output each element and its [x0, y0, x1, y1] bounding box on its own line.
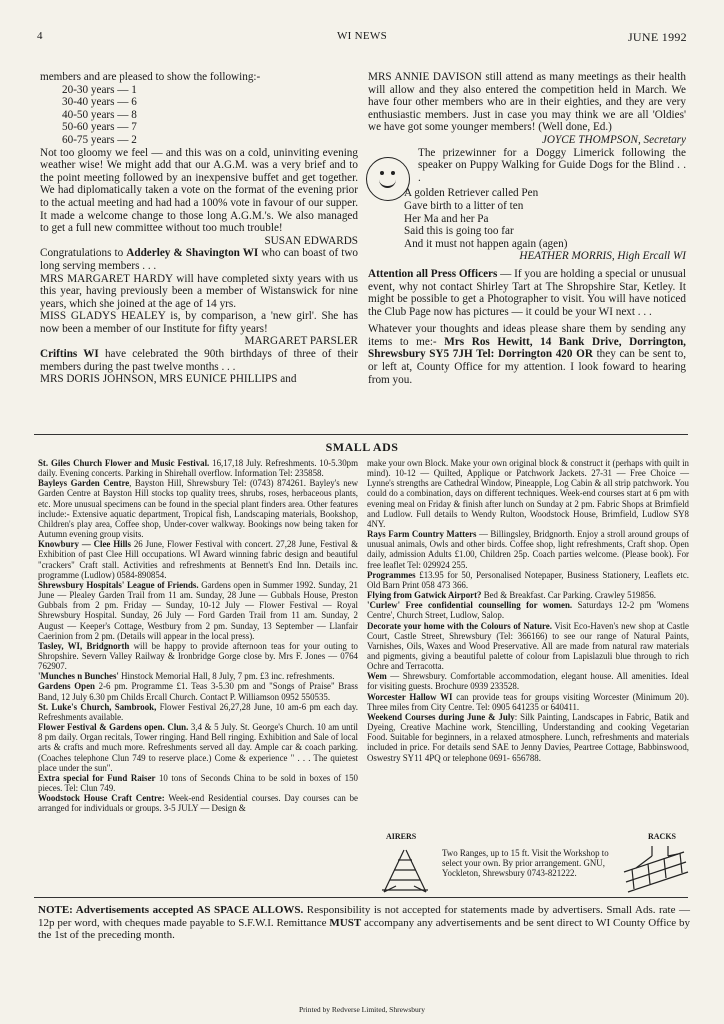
ad-heading: Gardens Open	[38, 681, 95, 692]
small-ads-title: SMALL ADS	[325, 440, 399, 454]
ad-heading: Rays Farm Country Matters	[367, 529, 477, 540]
small-ads-right-column	[367, 458, 689, 763]
ad-text: Flower Festival 26,27,28 June, 10 am-6 pm each day. Refreshments available.	[38, 701, 358, 722]
clothes-rack-icon	[618, 842, 690, 898]
years-item: 20-30 years — 1	[62, 83, 137, 96]
ad-text: , Bayston Hill, Shrewsbury Tel: (0743) 874261. Bayley's new Garden Centre at Bayston Hill stocks top quality trees, shrubs, roses, herbaceous plants, etc. More unusual specimens can be found in the special plant finders area. Other features include:- Extensive aquatic department, Tropical fish, Landscaping materials, Bookshop, Children's play area, Coffee shop, Under-cover walkway. Bookings now being taken for Autumn evening group visits.	[38, 478, 358, 540]
ad-heading: Weekend Courses during June & July	[367, 711, 515, 722]
page-number: 4	[37, 30, 43, 42]
ad-item	[367, 600, 689, 620]
criftins-paragraph	[40, 348, 358, 373]
ad-item	[38, 580, 358, 641]
press-paragraph	[368, 268, 686, 318]
limerick-line: Said this is going too far	[404, 225, 514, 238]
ad-heading: Woodstock House Craft Centre:	[38, 793, 165, 804]
limerick-line: Her Ma and her Pa	[404, 212, 489, 225]
ad-item	[367, 692, 689, 712]
left-column	[40, 71, 358, 386]
ad-text: Bed & Breakfast. Car Parking. Crawley 519856.	[481, 590, 656, 601]
ad-heading: Extra special for Fund Raiser	[38, 772, 156, 783]
ad-item	[367, 671, 689, 691]
text-span: Whatever your thoughts and ideas please share them by sending any items to me:-	[368, 323, 686, 348]
limerick-intro: The prizewinner for a Doggy Limerick following the speaker on Puppy Walking for Guide Dogs for the Blind . . .	[418, 146, 686, 184]
ad-item	[38, 458, 358, 478]
congrats-paragraph	[40, 247, 358, 272]
ad-item	[38, 641, 358, 671]
eye-icon	[380, 171, 384, 175]
signature: HEATHER MORRIS, High Ercall WI	[519, 250, 686, 263]
ad-text: — Shrewsbury. Comfortable accommodation, elegant house. All amenities. Ideal for visiting guests. Brochure 0939 233528.	[367, 671, 689, 692]
ad-item	[367, 621, 689, 672]
right-column	[368, 71, 686, 386]
ad-heading: Programmes	[367, 569, 416, 580]
eye-icon	[391, 171, 395, 175]
advertisement-note	[38, 904, 690, 942]
ad-heading: Wem	[367, 671, 387, 682]
ad-text: 16,17,18 July. Refreshments. 10-5.30pm daily. Evening concerts. Parking in Shirehall overflow. Information Tel: 235858.	[38, 458, 358, 479]
healey-paragraph: MISS GLADYS HEALEY is, by comparison, a 'new girl'. She has now been a member of our Institute for fifty years!	[40, 310, 358, 335]
ad-text: 10 tons of Seconds China to be sold in boxes of 150 pieces. Tel: Clun 749.	[38, 772, 358, 793]
ad-item	[367, 529, 689, 570]
ad-heading: St. Luke's Church, Sambrook,	[38, 701, 157, 712]
years-list	[62, 84, 358, 147]
signature: SUSAN EDWARDS	[264, 234, 358, 247]
limerick-line: And it must not happen again (agen)	[404, 237, 568, 250]
airers-text: Two Ranges, up to 15 ft. Visit the Workshop to select your own. By prior arrangement. GNU, Yockleton, Shrewsbury 0743-821222.	[442, 848, 609, 879]
text-span: accompany any advertisements and be sent direct to WI County Office by the 1st of the preceding month.	[38, 916, 690, 942]
limerick-line: Gave birth to a litter of ten	[404, 199, 524, 212]
airers-label: AIRERS	[386, 832, 417, 841]
limerick-line: A golden Retriever called Pen	[404, 187, 539, 200]
names-paragraph: MRS DORIS JOHNSON, MRS EUNICE PHILLIPS and	[40, 373, 297, 386]
text-span: who can boast of two long serving members . . .	[40, 247, 358, 272]
years-item: 60-75 years — 2	[62, 133, 137, 146]
ad-item	[38, 681, 358, 701]
ad-item	[38, 722, 358, 773]
ad-heading: St. Giles Church Flower and Music Festival.	[38, 458, 210, 468]
ad-heading: Decorate your home with the Colours of Nature.	[367, 620, 552, 631]
mouth-icon	[379, 176, 396, 188]
text-span: they can be sent to, or left at, County Office for my attention. I look foward to hearing from you.	[368, 348, 686, 386]
davison-paragraph: MRS ANNIE DAVISON still attend as many meetings as their health will allow and they also entered the competition held in March. We have four other members who are in their eighties, and they are very enthusiastic members. Just in case you may think we are all 'Oldies' we have got some younger members! (Well done, Ed.)	[368, 71, 686, 134]
note-heading: NOTE: Advertisements accepted AS SPACE ALLOWS.	[38, 904, 304, 916]
ad-heading: Bayleys Garden Centre	[38, 478, 130, 489]
ad-item	[38, 793, 358, 813]
section-divider	[34, 434, 688, 435]
small-ads-left-column	[38, 458, 358, 813]
ad-item	[38, 539, 358, 580]
ad-item	[38, 671, 358, 681]
newsletter-title: WI NEWS	[336, 30, 388, 42]
ad-text: 2-6 pm. Programme £1. Teas 3-5.30 pm and "Songs of Praise" Brass Band, 12 July 6.30 pm Childs Ercall Church. Contact P. Williamson 0952 550535.	[38, 681, 358, 702]
hardy-paragraph: MRS MARGARET HARDY will have completed sixty years with us this year, having previously been a member of Wistanswick for nine years, which she joined at the age of 14 yrs.	[40, 272, 358, 310]
smiley-face-icon	[366, 157, 410, 201]
ad-heading: Flower Festival & Gardens open. Clun.	[38, 722, 189, 733]
ad-item	[367, 712, 689, 763]
ad-heading: 'Munches n Bunches'	[38, 671, 119, 682]
contact-address: Mrs Ros Hewitt, 14 Bank Drive, Dorrington, Shrewsbury SY5 7JH Tel: Dorrington 420 OR	[368, 335, 686, 361]
years-item: 30-40 years — 6	[62, 96, 137, 109]
ad-item	[38, 478, 358, 539]
ad-item	[367, 590, 689, 600]
text-span: Congratulations to	[40, 247, 127, 260]
ad-heading: Knowbury — Clee Hills	[38, 539, 131, 550]
ad-text: 26 June, Flower Festival with concert. 27,28 June, Festival & Exhibition of past Clee Hill occupations. WI Award winning fabric design and beautiful "crackers" Craft stall. Activities and refreshments at Bennett's End Inn. Details inc. programme (Ludlow) 0584-890854.	[38, 539, 358, 580]
racks-label: RACKS	[648, 832, 677, 841]
ad-text: Gardens open in Summer 1992. Sunday, 21 June — Plealey Garden Trail from 11 am. Sunday, 28 June — Gubbals House, Preston Gubbals from 2 pm. Friday — Sunday, 10-12 July — Flower Festival — Royal Shrewsbury Hospital. Sunday, 26 July — Ford Garden Trail from 11 am. Sunday, 2 August — Keeper's Cottage, Westbury from 2 pm. Sunday, 13 September — Llanfair Caerinion from 2 pm. (Details will appear in the local press).	[38, 579, 358, 641]
ad-text: : Silk Painting, Landscapes in Fabric, Batik and Dyeing, Creative Machine work, Stencilling, Understanding and cooking Vegetarian Food. Suitable for beginners, in a relaxed atmosphere. Lunch, refreshments and materials included in price. For details send SAE to Jenny Davies, Peartree Cottage, Babbinswood, Oswestry SY11 4PQ or telephone 0691- 656788.	[367, 711, 689, 763]
ad-text: can provide teas for groups visiting Worcester (Minimum 20). Three miles from City Centre. Tel: 0905 641235 or 640411.	[367, 691, 689, 712]
ad-heading: Worcester Hallow WI	[367, 691, 453, 702]
ad-text: Visit Eco-Haven's new shop at Castle Court, Castle Street, Shrewsbury (Tel: 366166) to see our range of Natural Paints, Varnishes, Oils, Waxes and Wood Preservative. All are made from natural raw materials and pigments, giving a beautiful palette of colour from Lapislazuli blue through to rich Ochre and Terracotta.	[367, 620, 689, 672]
printer-credit: Printed by Redverse Limited, Shrewsbury	[298, 1005, 426, 1014]
text-span: have celebrated the 90th birthdays of three of their members during the past twelve months . . .	[40, 348, 358, 373]
institute-name: Adderley & Shavington WI	[126, 247, 259, 260]
years-item: 40-50 years — 8	[62, 108, 137, 121]
text-span: Responsibility is not accepted for statements made by advertisers. Small Ads. rate — 12p per word, with cheques made payable to S.F.W.I. Remittance	[38, 904, 691, 929]
ad-text: Week-end Residential courses. Day courses can be arranged for individuals or groups. 3-5 JULY — Design &	[38, 793, 358, 814]
ad-heading: Flying from Gatwick Airport?	[367, 590, 482, 601]
press-heading: Attention all Press Officers	[368, 267, 498, 280]
ad-item	[38, 773, 358, 793]
signature: MARGARET PARSLER	[244, 335, 358, 348]
intro-text: members and are pleased to show the following:-	[40, 71, 261, 83]
ad-text: £13.95 for 50, Personalised Notepaper, Business Stationery, Leaflets etc. Old Barn Print 058 473 366.	[367, 569, 689, 590]
ad-item	[38, 702, 358, 722]
ad-text: make your own Block. Make your own original block & construct it (perhaps with quilt in mind). 10-12 — Quilted, Applique or Patchwork Jackets. 27-31 — Free Choice — Lynne's strengths are Cathedral Window, Pineapple, Log Cabin & all strip patchwork. You could do a combination, days on different techniques. Week-end courses start at 6 pm with evening meal on Friday & finish after lunch on Sunday at 2 pm. Fabric Shops at Brimfield and Ludlow. Full details to Wendy Rulton, Woodstock House, Brimfield, Ludlow SY8 4NY.	[367, 458, 689, 529]
ad-heading: Tasley, WI, Bridgnorth	[38, 640, 130, 651]
text-span: — If you are holding a special or unusual event, why not contact Shirley Tart at The Shropshire Star, Ketley. It might be possible to get a Photographer to visit. You will have noticed the Club Page now has pictures — it could be your WI next . . .	[368, 267, 686, 318]
signature: JOYCE THOMPSON, Secretary	[541, 133, 686, 146]
ad-text: 3,4 & 5 July. St. George's Church. 10 am until 8 pm daily. Organ recitals, Tower ringing. Hand Bell ringing. Exhibition and Sale of local arts & crafts and much more. Refreshments served all day. Ample car & coach parking. (Coaches telephone Clun 749 to reserve place.) Come & experience " . . . The quietest place under the sun".	[38, 722, 358, 773]
ad-text: will be happy to provide afternoon teas for your outing to Shropshire. Severn Valley Railway & Ironbridge Gorge close by. Mrs F. Jones — 0764 762907.	[38, 640, 358, 672]
share-paragraph	[368, 323, 686, 386]
limerick-poem	[404, 187, 686, 250]
agm-paragraph: Not too gloomy we feel — and this was on a cold, uninviting evening weather wise! We might add that our A.G.M. was a very brief and to the point meeting followed by an inexpensive buffet and get together. We had diplomatically taken a vote on the format of the evening prior to the actual meeting and had had a 100% vote in favour of our supper. It made a welcome change to those long A.G.M.'s. We also managed to get a full new committee without too much trouble!	[40, 146, 358, 235]
ad-text: — Billingsley, Bridgnorth. Enjoy a stroll around groups of unusual animals, Owls and other birds. Coffee shop, light refreshments, Craft shop. Open daily, admission Adults £1.00, Children 25p. Coach parties welcome. (Please book). For free leaflet Tel: 029924 255.	[367, 529, 690, 570]
clothes-airer-icon	[378, 842, 432, 898]
ad-item	[367, 458, 689, 529]
ad-heading: 'Curlew' Free confidential counselling for women.	[367, 600, 573, 611]
ad-text: Saturdays 12-2 pm 'Womens Centre', Church Street, Ludlow, Salop.	[367, 600, 690, 621]
ad-heading: Shrewsbury Hospitals' League of Friends.	[38, 579, 199, 590]
section-divider	[34, 897, 688, 898]
emphasis: MUST	[329, 916, 362, 929]
institute-name: Criftins WI	[40, 348, 99, 361]
ad-text: Hinstock Memorial Hall, 8 July, 7 pm. £3 inc. refreshments.	[118, 671, 335, 682]
issue-date: JUNE 1992	[627, 30, 687, 44]
years-item: 50-60 years — 7	[62, 121, 137, 134]
ad-item	[367, 570, 689, 590]
